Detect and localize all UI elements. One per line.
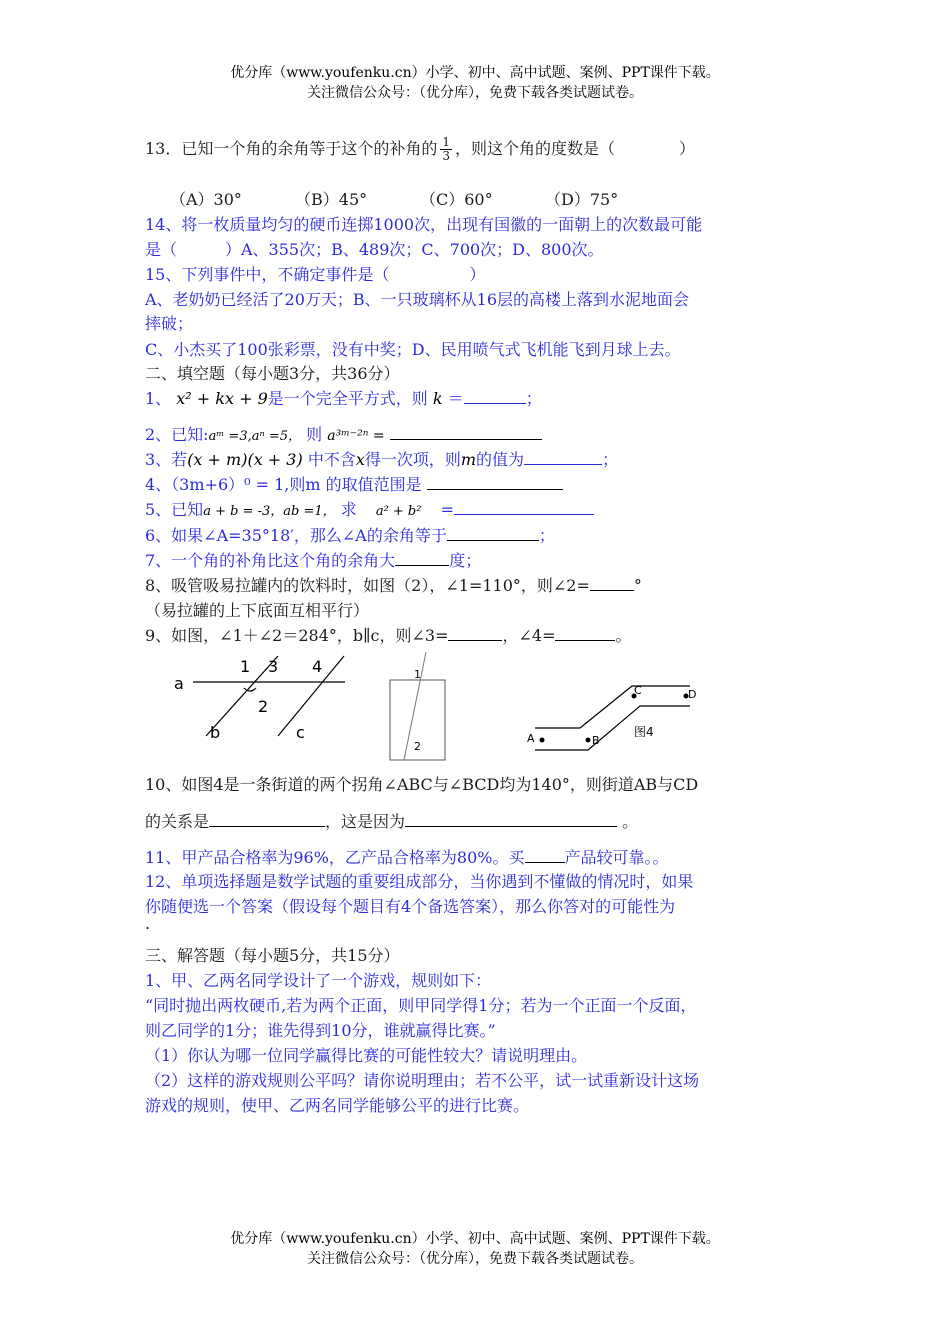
q14-line-2: 是（ ）A、355次；B、489次；C、700次；D、800次。 — [145, 240, 604, 259]
fill-12-line-1: 12、单项选择题是数学试题的重要组成部分，当你遇到不懂做的情况时，如果 — [145, 872, 694, 891]
label-fig4: 图4 — [634, 725, 654, 739]
q13-option-b: （B）45° — [295, 190, 368, 209]
f1-k: k — [432, 389, 443, 408]
fill-9 — [145, 623, 632, 646]
fill-12-line-2: 你随便选一个答案（假设每个题目有4个备选答案），那么你答对的可能性为 — [145, 897, 676, 916]
f8-blank[interactable] — [590, 576, 634, 591]
f11-end: 产品较可靠。。 — [564, 848, 669, 867]
q15-line-3: 摔破； — [145, 314, 194, 333]
f5-math: a + b = -3，ab =1， — [203, 504, 336, 519]
footer-line-1: 优分库（www.youfenku.cn）小学、初中、高中试题、案例、PPT课件下载。 — [230, 1231, 720, 1247]
f1-end: ； — [525, 389, 542, 408]
f4-text: 4、（3m+6）⁰ = 1,则m 的取值范围是 — [145, 475, 422, 494]
s3-para-3: 则乙同学的1分；谁先得到10分，谁就赢得比赛。” — [145, 1021, 496, 1040]
label-a: a — [174, 674, 184, 693]
label-point-d: D — [688, 688, 697, 701]
fill-12-line-3: . — [145, 914, 151, 933]
fill-8-note: （易拉罐的上下底面互相平行） — [145, 601, 370, 620]
q13-fraction — [440, 136, 452, 163]
f7-end: 度； — [449, 551, 482, 570]
can-label-2: 2 — [414, 740, 421, 753]
angle-2-arc — [244, 688, 256, 691]
f10-blank-1[interactable] — [209, 812, 325, 827]
f8-end: ° — [633, 576, 642, 595]
f3-end: ； — [602, 450, 619, 469]
label-4: 4 — [312, 657, 323, 676]
fill-10-line-2 — [145, 809, 638, 832]
f3-blank[interactable] — [524, 450, 602, 465]
fill-8 — [145, 573, 642, 596]
q13-option-a: （A）30° — [170, 190, 242, 209]
figure-parallel-lines — [174, 656, 345, 742]
f6-text: 6、如果∠A=35°18′，那么∠A的余角等于 — [145, 526, 447, 545]
q13-suffix: ，则这个角的度数是（ ） — [455, 139, 696, 158]
f7-blank[interactable] — [395, 551, 449, 566]
s3-para-5: （2）这样的游戏规则公平吗？请你说明理由；若不公平，试一试重新设计这场 — [145, 1071, 700, 1090]
f3-x: x — [355, 450, 365, 469]
figure-can — [390, 652, 445, 760]
f11-blank[interactable] — [525, 848, 565, 863]
f9-text: 9、如图，∠1＋∠2＝284°，b∥c，则∠3= — [145, 626, 449, 645]
fill-2 — [145, 422, 542, 445]
q13-frac-den: 3 — [442, 149, 451, 163]
f1-text: 是一个完全平方式，则 — [267, 389, 428, 408]
label-1: 1 — [240, 657, 251, 676]
f2-math: aᵐ =3,aⁿ =5， — [208, 429, 302, 444]
header-line-2: 关注微信公众号：（优分库），免费下载各类试题试卷。 — [307, 85, 643, 101]
fill-6 — [145, 523, 555, 546]
q13-prefix: 13．已知一个角的余角等于这个的补角的 — [145, 139, 438, 158]
f4-blank[interactable] — [427, 475, 563, 490]
f8-text: 8、吸管吸易拉罐内的饮料时，如图（2），∠1=110°，则∠2= — [145, 576, 590, 595]
figure-street — [527, 684, 696, 750]
footer-line-2: 关注微信公众号：（优分库），免费下载各类试题试卷。 — [307, 1251, 643, 1267]
s3-para-4: （1）你认为哪一位同学赢得比赛的可能性较大？请说明理由。 — [145, 1046, 588, 1065]
q15-line-1: 15、下列事件中，不确定事件是（ ） — [145, 265, 486, 284]
f5-eq: = — [440, 500, 454, 519]
f5-prefix: 5、已知 — [145, 500, 204, 519]
fill-1 — [145, 386, 542, 409]
fill-11 — [145, 845, 669, 868]
line-c — [278, 656, 344, 736]
f9-blank-3[interactable] — [448, 626, 502, 641]
section-3-title: 三、解答题（每小题5分，共15分） — [145, 946, 400, 965]
point-b — [586, 738, 591, 743]
f5-expr: a² + b² — [375, 504, 422, 519]
header-line-1: 优分库（www.youfenku.cn）小学、初中、高中试题、案例、PPT课件下载。 — [230, 65, 720, 81]
f3-text: 中不含 — [307, 450, 356, 469]
f10-end: 。 — [622, 812, 639, 831]
f3-math: (x + m)(x + 3) — [187, 450, 303, 469]
street-edge-top — [535, 686, 690, 728]
f1-math: x² + kx + 9 — [176, 389, 268, 408]
label-3: 3 — [268, 657, 279, 676]
q15-line-2: A、老奶奶已经活了20万天；B、一只玻璃杯从16层的高楼上落到水泥地面会 — [145, 290, 690, 309]
f10-text-a: 的关系是 — [145, 812, 210, 831]
f1-eq: ＝ — [447, 389, 464, 408]
fill-4 — [145, 472, 563, 495]
label-b: b — [210, 723, 221, 742]
fill-10-line-1: 10、如图4是一条街道的两个拐角∠ABC与∠BCD均为140°，则街道AB与CD — [145, 775, 699, 794]
label-point-a: A — [527, 732, 535, 745]
q13-option-c: （C）60° — [420, 190, 493, 209]
s3-para-6: 游戏的规则，使甲、乙两名同学能够公平的进行比赛。 — [145, 1096, 530, 1115]
f10-blank-2[interactable] — [405, 812, 617, 827]
point-a — [540, 738, 545, 743]
f1-prefix: 1、 — [145, 389, 172, 408]
s3-para-1: 1、甲、乙两名同学设计了一个游戏，规则如下： — [145, 971, 492, 990]
q13-option-d: （D）75° — [545, 190, 619, 209]
fill-5 — [145, 497, 594, 520]
question-13 — [145, 136, 695, 163]
f2-text: 则 — [306, 425, 323, 444]
f2-blank[interactable] — [390, 425, 542, 440]
f7-text: 7、一个角的补角比这个角的余角大 — [145, 551, 396, 570]
fill-3 — [145, 447, 618, 470]
can-label-1: 1 — [414, 668, 421, 681]
f5-blank[interactable] — [454, 500, 594, 515]
f3-m: m — [460, 450, 477, 469]
f3-text3: 的值为 — [476, 450, 525, 469]
q13-frac-num: 1 — [442, 135, 451, 149]
f6-blank[interactable] — [447, 526, 539, 541]
label-c: c — [296, 723, 305, 742]
f3-prefix: 3、若 — [145, 450, 188, 469]
q15-line-4: C、小杰买了100张彩票，没有中奖；D、民用喷气式飞机能飞到月球上去。 — [145, 340, 681, 359]
f11-text: 11、甲产品合格率为96%，乙产品合格率为80%。买 — [145, 848, 525, 867]
figures-row — [160, 650, 720, 762]
label-2: 2 — [258, 697, 269, 716]
q14-line-1: 14、将一枚质量均匀的硬币连掷1000次，出现有国徽的一面朝上的次数最可能 — [145, 215, 703, 234]
f10-text-b: ，这是因为 — [325, 812, 406, 831]
f1-blank[interactable] — [464, 389, 526, 404]
f3-text2: 得一次项，则 — [364, 450, 461, 469]
f9-end: 。 — [615, 626, 632, 645]
f5-text: 求 — [340, 500, 357, 519]
label-point-c: C — [634, 684, 642, 697]
f6-end: ； — [538, 526, 555, 545]
fill-7 — [145, 548, 481, 571]
s3-para-2: “同时抛出两枚硬币,若为两个正面，则甲同学得1分；若为一个正面一个反面， — [145, 996, 697, 1015]
section-2-title: 二、填空题（每小题3分，共36分） — [145, 364, 400, 383]
f9-blank-4[interactable] — [555, 626, 615, 641]
f2-expr: a³ᵐ⁻²ⁿ = — [327, 428, 385, 444]
f9-mid: ，∠4= — [502, 626, 556, 645]
label-point-b: B — [592, 734, 600, 747]
f2-prefix: 2、已知: — [145, 425, 209, 444]
